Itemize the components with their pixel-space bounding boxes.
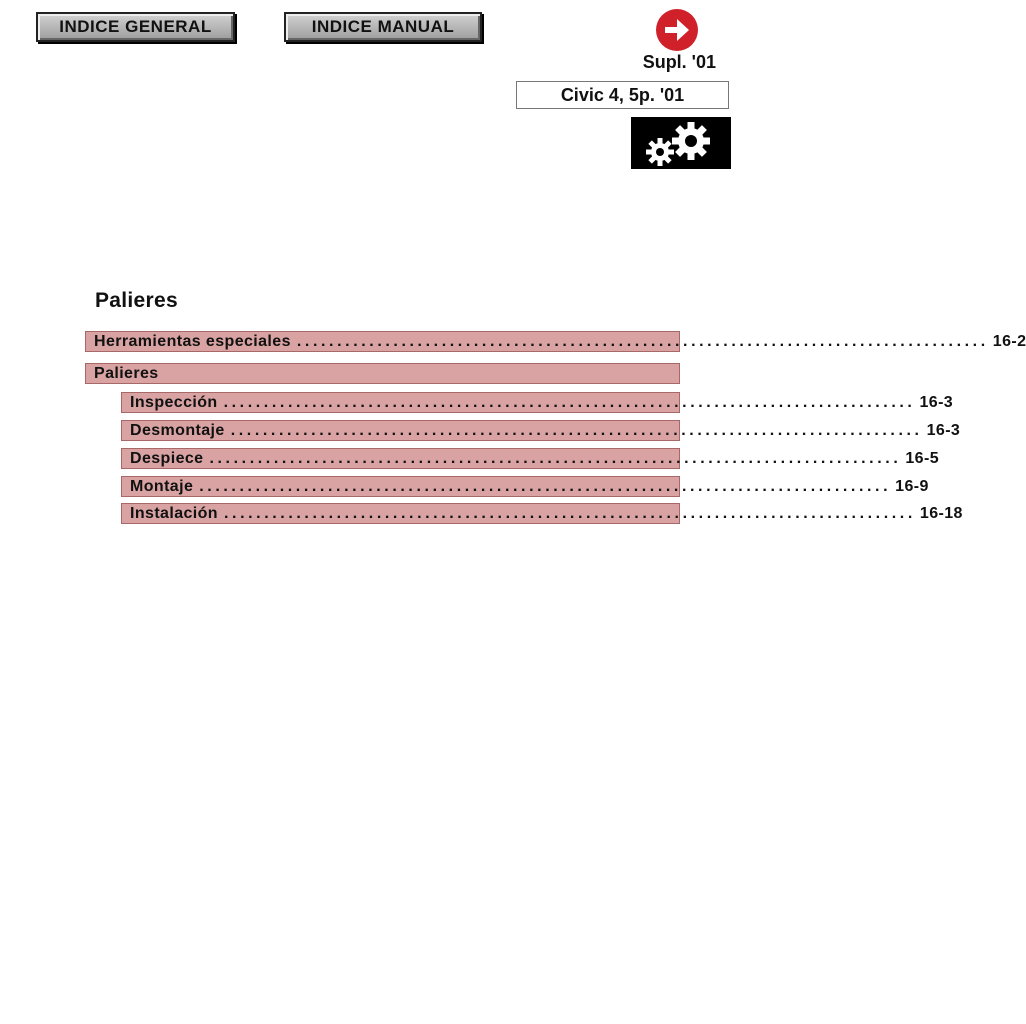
indice-general-button[interactable]: INDICE GENERAL (36, 12, 235, 42)
toc-item-label: Despiece (130, 449, 204, 467)
indice-manual-button[interactable]: INDICE MANUAL (284, 12, 482, 42)
toc-dot-leader: ...................................................................................... (230, 421, 923, 439)
toc-item-instalacion[interactable] (121, 503, 963, 524)
toc-item-page: 16-5 (905, 449, 939, 467)
toc-dot-leader: ...................................................................................... (199, 477, 892, 495)
toc-item-montaje[interactable] (121, 476, 929, 497)
toc-dot-leader: ...................................................................................... (296, 332, 989, 350)
toc-item-despiece[interactable] (121, 448, 939, 469)
toc-item-desmontaje[interactable] (121, 420, 961, 441)
section-title: Palieres (95, 289, 178, 312)
toc-item-inspeccion[interactable] (121, 392, 954, 413)
toc-item-herramientas-especiales[interactable] (85, 331, 1026, 352)
model-label: Civic 4, 5p. '01 (516, 81, 729, 109)
toc-item-label: Montaje (130, 477, 194, 495)
supplement-label: Supl. '01 (642, 52, 716, 72)
toc-item-page: 16-2 (992, 332, 1026, 350)
toc-dot-leader: ...................................................................................... (223, 393, 916, 411)
arrow-right-circle-icon[interactable] (655, 8, 699, 52)
toc-item-page: 16-18 (919, 504, 963, 522)
toc-item-page: 16-9 (895, 477, 929, 495)
toc-item-label: Instalación (130, 504, 218, 522)
toc-item-label: Herramientas especiales (94, 332, 291, 350)
toc-dot-leader: ...................................................................................... (209, 449, 902, 467)
toc-item-page: 16-3 (919, 393, 954, 411)
toc-item-label: Palieres (94, 364, 159, 382)
toc-item-palieres[interactable] (85, 363, 680, 384)
toc-item-label: Desmontaje (130, 421, 225, 439)
toc-item-label: Inspección (130, 393, 218, 411)
toc-item-page: 16-3 (926, 421, 961, 439)
toc-dot-leader: ...................................................................................... (223, 504, 916, 522)
gears-icon (631, 117, 731, 169)
